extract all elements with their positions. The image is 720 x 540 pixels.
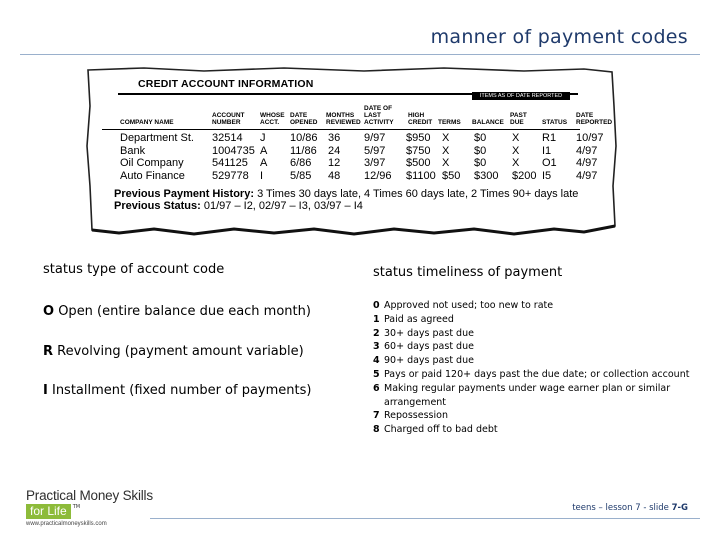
title-divider [20,54,700,55]
timeliness-code: 5 [373,368,380,380]
report-cell: X [512,144,520,157]
slide-footer [572,503,688,513]
col-head: DATE REPORTED [576,112,613,126]
logo-title: Practical Money Skills [26,488,153,503]
account-type-code: I [43,383,48,398]
report-column-headers [102,102,613,128]
logo-url: www.practicalmoneyskills.com [26,521,107,527]
report-cell: 541125 [212,157,248,169]
account-type-item [43,383,311,398]
account-type-code: R [43,344,54,359]
report-rows [102,132,604,182]
report-cell: 6/86 [290,157,312,169]
report-cell: $950 [406,132,431,144]
report-cell: 10/97 [576,132,604,144]
report-cell: O1 [542,157,557,169]
report-cell: 11/86 [290,144,317,157]
timeliness-text: Pays or paid 120+ days past the due date; or collection account [384,368,690,380]
col-head: WHOSE ACCT. [260,112,285,126]
col-head: PAST DUE [510,112,527,126]
timeliness-code: 4 [373,355,380,367]
report-cell: 5/97 [364,144,386,157]
timeliness-item [373,409,693,423]
report-cell: $0 [474,132,487,144]
timeliness-text: Approved not used; too new to rate [384,300,554,311]
account-type-text: Revolving (payment amount variable) [57,344,304,359]
timeliness-text: Making regular payments under wage earner plan or similar arrangement [384,382,671,408]
timeliness-item [373,340,693,354]
report-cell: $750 [406,144,431,157]
report-cell: Bank [120,144,146,157]
report-cell: $50 [442,169,461,182]
report-cell: $500 [406,157,431,169]
col-head: DATE OPENED [290,112,318,126]
timeliness-heading: status timeliness of payment [373,265,563,280]
history-value: 3 Times 30 days late, 4 Times 60 days late, 2 Times 90+ days late [257,188,579,200]
report-cell: 1004735 [212,144,255,157]
report-cell: 32514 [212,132,243,144]
report-cell: Oil Company [120,157,184,169]
report-cell: A [260,144,268,157]
timeliness-code: 6 [373,382,380,394]
report-cell: 4/97 [576,157,598,169]
timeliness-code: 8 [373,424,380,436]
col-head: BALANCE [472,119,504,126]
report-cell: 529778 [212,169,249,182]
report-cell: 24 [328,144,341,157]
footer-divider [150,518,700,519]
history-label: Previous Payment History: [114,188,254,200]
report-cell: $0 [474,144,487,157]
report-cell: I5 [542,169,552,182]
report-cell: Department St. [120,132,194,144]
account-type-text: Installment (fixed number of payments) [51,383,312,398]
timeliness-item [373,299,693,313]
logo-trademark: TM [72,504,81,510]
report-cell: $300 [474,169,499,182]
timeliness-item [373,368,693,382]
timeliness-text: 30+ days past due [384,327,474,339]
footer-prefix: teens – lesson 7 - slide [572,503,672,513]
timeliness-item [373,423,693,437]
practical-money-skills-logo [26,488,153,527]
timeliness-code: 1 [373,313,380,325]
report-cell: 9/97 [364,132,386,144]
timeliness-text: Charged off to bad debt [384,424,498,436]
credit-report-image [84,66,620,236]
account-type-item [43,304,311,319]
timeliness-code: 0 [373,300,380,311]
report-cell: $200 [512,169,537,182]
col-head: STATUS [542,119,568,126]
items-banner: ITEMS AS OF DATE REPORTED [472,92,570,100]
report-cell: X [512,132,520,144]
timeliness-text: 60+ days past due [384,341,474,353]
col-head: DATE OF LAST ACTIVITY [364,105,394,126]
timeliness-code: 3 [373,341,380,353]
timeliness-text: Paid as agreed [384,313,454,325]
report-cell: Auto Finance [120,169,185,182]
timeliness-code: 7 [373,410,380,422]
timeliness-text: 90+ days past due [384,355,474,367]
col-head: COMPANY NAME [120,119,174,126]
col-head: HIGH CREDIT [408,112,433,126]
report-cell: J [260,132,266,144]
column-header-rule [102,129,580,130]
payment-history [114,188,578,212]
timeliness-item [373,354,693,368]
report-cell: 4/97 [576,144,598,157]
logo-for-life: for Life [26,504,71,519]
account-type-heading: status type of account code [43,262,225,277]
timeliness-code: 2 [373,327,380,339]
report-cell: 10/86 [290,132,318,144]
col-head: ACCOUNT NUMBER [212,112,245,126]
report-header: CREDIT ACCOUNT INFORMATION [118,74,578,95]
report-cell: $0 [474,157,487,169]
report-cell: $1100 [406,169,436,182]
slide-title: manner of payment codes [430,26,688,48]
account-type-code: O [43,304,55,319]
report-cell: I1 [542,144,552,157]
report-cell: 3/97 [364,157,386,169]
report-cell: X [442,132,450,144]
report-row [102,144,598,158]
report-cell: X [442,157,450,169]
timeliness-text: Repossession [384,410,448,422]
col-head: TERMS [438,119,461,126]
report-cell: I [260,169,264,182]
report-cell: A [260,157,268,169]
report-cell: R1 [542,132,557,144]
timeliness-list [373,299,693,437]
report-cell: 12 [328,157,341,169]
col-head: MONTHS REVIEWED [326,112,361,126]
report-cell: X [442,144,450,157]
account-type-text: Open (entire balance due each month) [58,304,311,319]
status-label: Previous Status: [114,200,201,212]
report-cell: 12/96 [364,169,392,182]
timeliness-item [373,327,693,341]
report-cell: 4/97 [576,169,598,182]
account-type-item [43,344,304,359]
timeliness-item [373,313,693,327]
report-cell: 5/85 [290,169,312,182]
report-cell: 48 [328,169,341,182]
report-row [102,157,598,170]
status-value: 01/97 – I2, 02/97 – I3, 03/97 – I4 [203,200,363,212]
report-cell: 36 [328,132,341,144]
report-row [102,132,604,145]
slide-number: 7-G [671,503,688,513]
timeliness-item [373,382,693,410]
report-row [102,169,598,183]
report-cell: X [512,157,520,169]
